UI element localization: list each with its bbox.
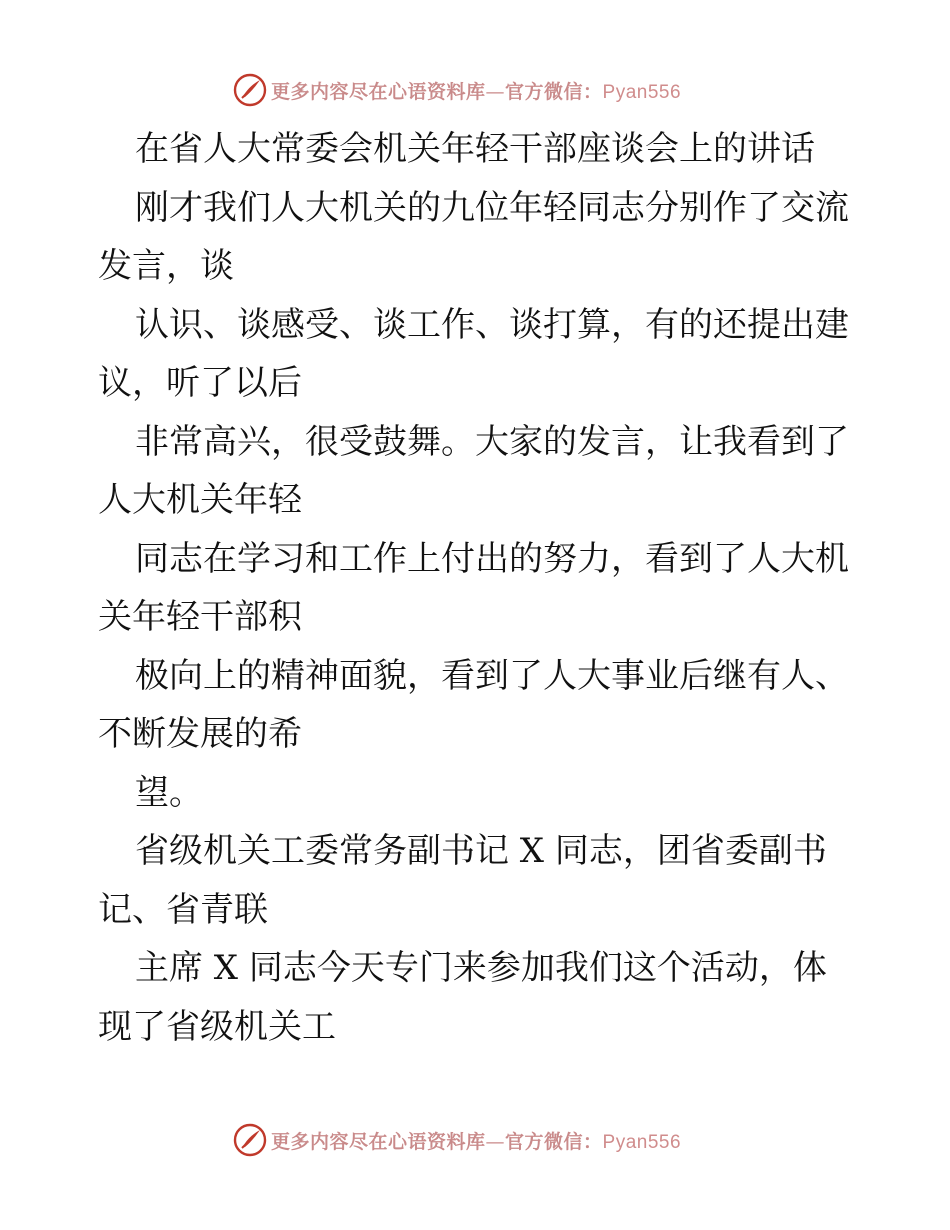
text-line: 极向上的精神面貌，看到了人大事业后继有人、 (135, 655, 849, 696)
banner-wechat-label: 官方微信： (505, 1130, 603, 1153)
text-line: 主席 X 同志今天专门来参加我们这个活动，体 (135, 948, 827, 988)
text-line: 发言，谈 (98, 246, 234, 286)
text-line: 人大机关年轻 (98, 480, 302, 520)
banner-wechat-label: 官方微信： (505, 80, 603, 103)
red-quill-logo-icon (233, 1123, 267, 1157)
document-body (98, 120, 858, 1056)
header-banner (233, 72, 713, 108)
text-line: 望。 (135, 772, 203, 813)
red-quill-logo-icon (233, 73, 267, 107)
text-line: 同志在学习和工作上付出的努力，看到了人大机 (135, 538, 849, 579)
banner-main-text: 更多内容尽在心语资料库 (271, 1130, 486, 1153)
banner-text (271, 77, 681, 104)
text-line: 记、省青联 (98, 889, 268, 930)
banner-main-text: 更多内容尽在心语资料库 (271, 80, 486, 103)
banner-separator: — (485, 1130, 506, 1153)
banner-text (271, 1127, 681, 1154)
document-title: 在省人大常委会机关年轻干部座谈会上的讲话 (135, 129, 815, 169)
text-line: 刚才我们人大机关的九位年轻同志分别作了交流 (135, 187, 849, 228)
text-line: 省级机关工委常务副书记 X 同志，团省委副书 (135, 831, 827, 871)
text-line: 现了省级机关工 (98, 1006, 336, 1047)
banner-wechat-id: Pyan556 (602, 81, 682, 103)
text-line: 不断发展的希 (98, 714, 302, 754)
text-line: 非常高兴，很受鼓舞。大家的发言，让我看到了 (135, 421, 849, 462)
text-line: 关年轻干部积 (98, 597, 302, 637)
text-line: 认识、谈感受、谈工作、谈打算，有的还提出建 (135, 304, 849, 345)
text-line: 议，听了以后 (98, 363, 302, 403)
banner-separator: — (485, 80, 506, 103)
banner-wechat-id: Pyan556 (602, 1131, 682, 1153)
footer-banner (233, 1122, 713, 1158)
